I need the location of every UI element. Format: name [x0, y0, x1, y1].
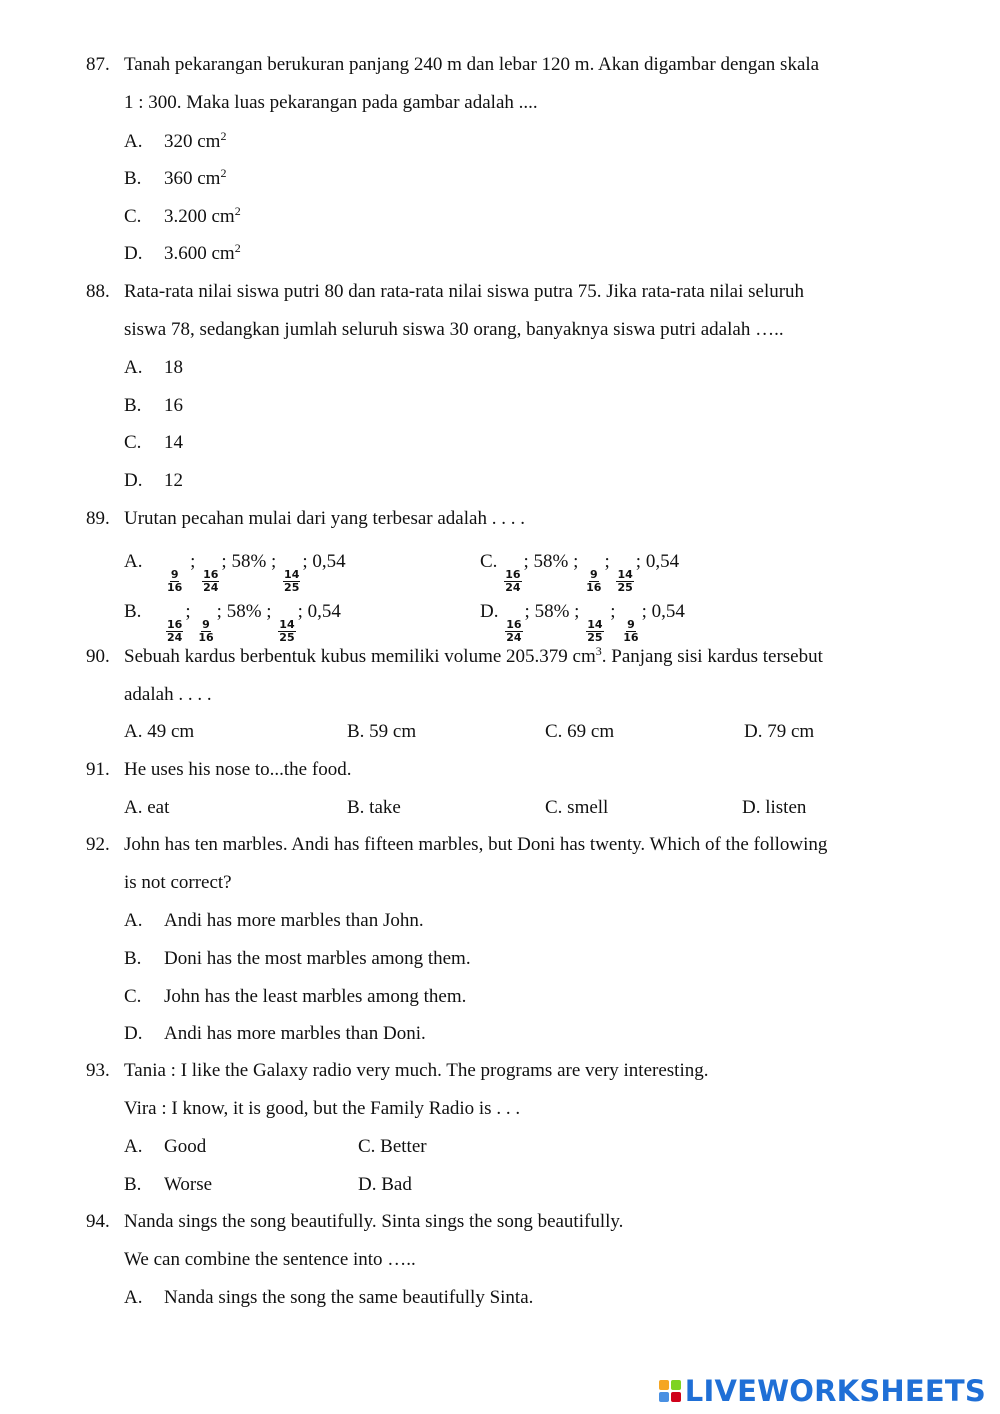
option-label: D.	[124, 1023, 143, 1044]
option-text: 18	[164, 357, 183, 378]
answer-option[interactable]	[124, 909, 424, 933]
question-text: Tania : I like the Galaxy radio very much. The programs are very interesting.	[124, 1060, 709, 1081]
option-label: B.	[124, 948, 142, 969]
fraction: $\frac{9}{16}$	[623, 618, 639, 644]
option-text: John has the least marbles among them.	[164, 986, 467, 1007]
option-label: A.	[124, 910, 143, 931]
question-number: 89.	[86, 508, 110, 529]
answer-option[interactable]: C. Better	[358, 1136, 427, 1157]
answer-option[interactable]: D. listen	[742, 797, 807, 818]
percent-value: 58%	[534, 601, 570, 622]
answer-option[interactable]	[124, 985, 466, 1009]
option-label: D.	[124, 470, 143, 491]
option-label: A.	[124, 131, 143, 152]
answer-option[interactable]	[124, 1022, 426, 1046]
liveworksheets-logo	[659, 1374, 986, 1408]
fraction: $\frac{14}{25}$	[587, 618, 603, 644]
option-text: Doni has the most marbles among them.	[164, 948, 471, 969]
option-text: 16	[164, 395, 183, 416]
question-number: 90.	[86, 646, 110, 667]
superscript: 2	[220, 166, 227, 180]
question-text: siswa 78, sedangkan jumlah seluruh siswa 30 orang, banyaknya siswa putri adalah …..	[124, 319, 784, 340]
option-label: C.	[480, 551, 498, 572]
question-number: 94.	[86, 1211, 110, 1232]
decimal-value: 0,54	[651, 601, 685, 622]
question-text: Tanah pekarangan berukuran panjang 240 m dan lebar 120 m. Akan digambar dengan skala	[124, 54, 820, 75]
option-label: D.	[124, 243, 143, 264]
answer-option[interactable]	[124, 1173, 212, 1197]
question-text: is not correct?	[124, 872, 232, 893]
option-label: B.	[124, 1174, 142, 1195]
answer-option[interactable]	[124, 130, 226, 154]
logo-mark-icon	[659, 1380, 681, 1402]
answer-option[interactable]: D. 79 cm	[744, 721, 815, 742]
option-text: Andi has more marbles than Doni.	[164, 1023, 426, 1044]
answer-option[interactable]	[124, 394, 183, 418]
decimal-value: 0,54	[307, 601, 341, 622]
question-text: Vira : I know, it is good, but the Family Radio is . . .	[124, 1098, 521, 1119]
logo-tile	[659, 1392, 669, 1402]
question-number: 88.	[86, 281, 110, 302]
answer-option[interactable]: C. 69 cm	[545, 721, 615, 742]
brand-name: LIVEWORKSHEETS	[684, 1374, 986, 1408]
answer-option[interactable]	[124, 947, 471, 971]
answer-option[interactable]	[124, 356, 183, 380]
answer-option[interactable]	[124, 1286, 533, 1310]
question-number: 87.	[86, 54, 110, 75]
superscript: 2	[220, 129, 227, 143]
option-label: D.	[480, 601, 499, 622]
option-text: 320 cm	[164, 131, 221, 152]
option-text: Worse	[164, 1174, 213, 1195]
decimal-value: 0,54	[645, 551, 680, 572]
answer-option[interactable]: B. take	[347, 797, 401, 818]
fraction: $\frac{14}{25}$	[279, 618, 295, 644]
question-text: adalah . . . .	[124, 684, 212, 705]
answer-option[interactable]: D. Bad	[358, 1174, 412, 1195]
superscript: 2	[234, 204, 241, 218]
option-label: A.	[124, 1287, 143, 1308]
answer-option-b[interactable]: B. $\frac{16}{24}$ ; $\frac{9}{16}$ ; 58% ; $\frac{14}{25}$ ; 0,54	[124, 601, 341, 644]
fraction: $\frac{9}{16}$	[586, 568, 602, 594]
answer-option-a[interactable]: A. $\frac{9}{16}$ ; $\frac{16}{24}$ ; 58% ; $\frac{14}{25}$ ; 0,54	[124, 551, 346, 594]
decimal-value: 0,54	[312, 551, 346, 572]
question-text: 1 : 300. Maka luas pekarangan pada gambar adalah ....	[124, 92, 538, 113]
option-text: Andi has more marbles than John.	[164, 910, 424, 931]
logo-tile	[671, 1392, 681, 1402]
option-text: Good	[164, 1136, 207, 1157]
fraction: $\frac{16}{24}$	[506, 618, 522, 644]
option-label: C.	[124, 986, 142, 1007]
superscript: 3	[595, 644, 602, 658]
answer-option[interactable]	[124, 167, 226, 191]
fraction: $\frac{16}{24}$	[203, 568, 219, 594]
option-label: A.	[124, 551, 143, 572]
option-text: 12	[164, 470, 183, 491]
answer-option[interactable]	[124, 1135, 206, 1159]
question-text: He uses his nose to...the food.	[124, 759, 352, 780]
answer-option[interactable]: A. 49 cm	[124, 721, 195, 742]
answer-option[interactable]	[124, 431, 183, 455]
answer-option[interactable]: B. 59 cm	[347, 721, 417, 742]
fraction: $\frac{16}{24}$	[167, 618, 183, 644]
fraction: $\frac{16}{24}$	[505, 568, 521, 594]
question-text: We can combine the sentence into …..	[124, 1249, 416, 1270]
fraction: $\frac{9}{16}$	[167, 568, 183, 594]
answer-option[interactable]	[124, 205, 241, 229]
answer-option[interactable]: A. eat	[124, 797, 170, 818]
question-text: Nanda sings the song beautifully. Sinta sings the song beautifully.	[124, 1211, 624, 1232]
logo-tile	[671, 1380, 681, 1390]
answer-option[interactable]	[124, 242, 241, 266]
superscript: 2	[234, 241, 241, 255]
question-number: 93.	[86, 1060, 110, 1081]
answer-option[interactable]: C. smell	[545, 797, 609, 818]
percent-value: 58%	[226, 601, 262, 622]
question-text: John has ten marbles. Andi has fifteen marbles, but Doni has twenty. Which of the following	[124, 834, 828, 855]
answer-option-c[interactable]: C. $\frac{16}{24}$ ; 58% ; $\frac{9}{16}$ ; $\frac{14}{25}$ ; 0,54	[480, 551, 680, 594]
option-text: Nanda sings the song the same beautifully Sinta.	[164, 1287, 534, 1308]
answer-option[interactable]	[124, 469, 183, 493]
fraction: $\frac{9}{16}$	[198, 618, 214, 644]
question-text: Sebuah kardus berbentuk kubus memiliki volume 205.379 $cm^3$. Panjang sisi kardus tersebut	[124, 644, 823, 667]
option-text: 14	[164, 432, 183, 453]
option-label: C.	[124, 206, 142, 227]
fraction: $\frac{14}{25}$	[617, 568, 633, 594]
question-number: 92.	[86, 834, 110, 855]
fraction: $\frac{14}{25}$	[284, 568, 300, 594]
question-number: 91.	[86, 759, 110, 780]
answer-option-d[interactable]: D. $\frac{16}{24}$ ; 58% ; $\frac{14}{25}$ ; $\frac{9}{16}$ ; 0,54	[480, 601, 685, 644]
question-text: Rata-rata nilai siswa putri 80 dan rata-rata nilai siswa putra 75. Jika rata-rata nilai seluruh	[124, 281, 805, 302]
option-text: 3.200 cm	[164, 206, 235, 227]
question-text: Urutan pecahan mulai dari yang terbesar adalah . . . .	[124, 508, 525, 529]
percent-value: 58%	[533, 551, 569, 572]
percent-value: 58%	[231, 551, 267, 572]
option-label: B.	[124, 395, 142, 416]
option-label: B.	[124, 168, 142, 189]
option-label: C.	[124, 432, 142, 453]
option-label: B.	[124, 601, 142, 622]
option-label: A.	[124, 1136, 143, 1157]
logo-tile	[659, 1380, 669, 1390]
option-text: 3.600 cm	[164, 243, 235, 264]
option-text: 360 cm	[164, 168, 221, 189]
option-label: A.	[124, 357, 143, 378]
